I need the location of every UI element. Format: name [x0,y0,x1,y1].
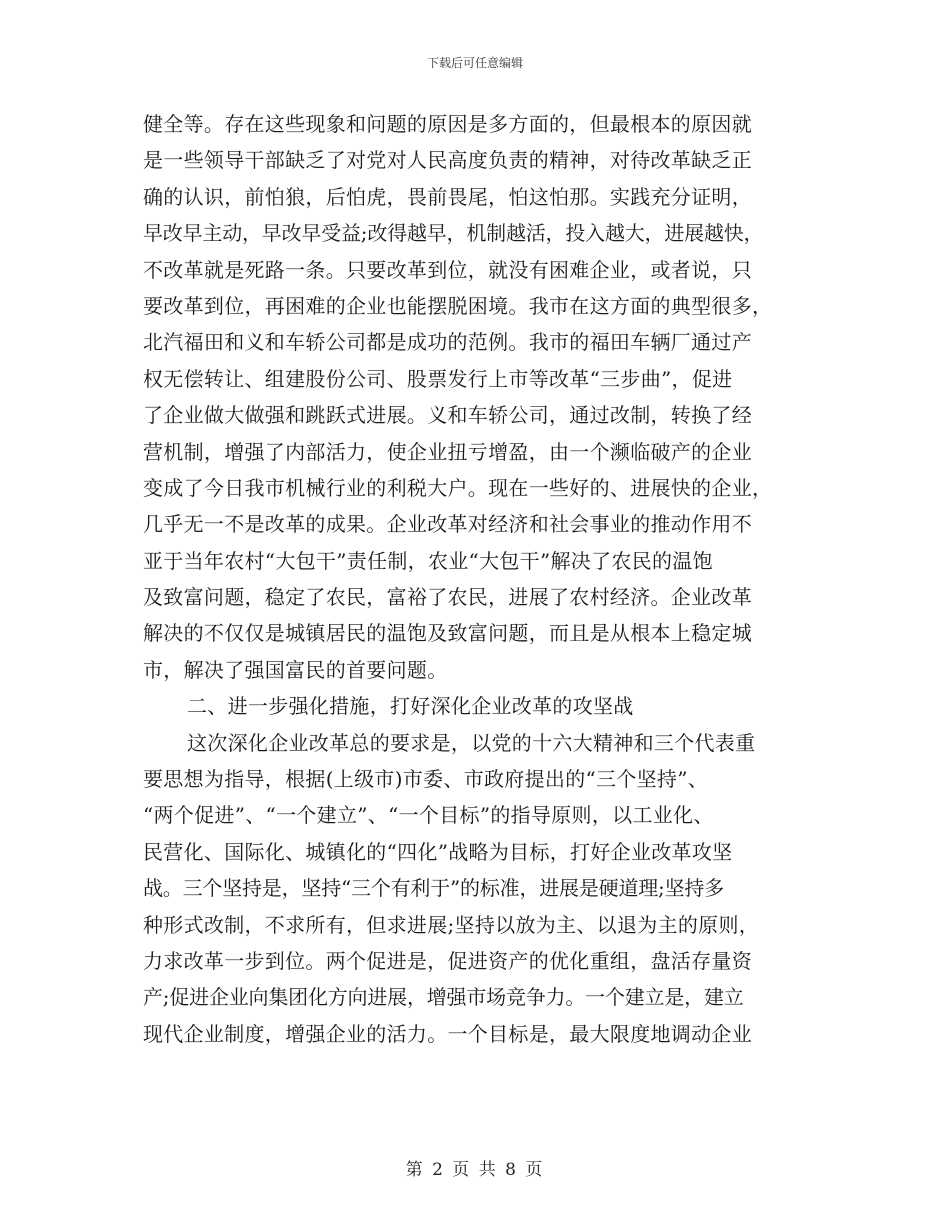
text-line: 这次深化企业改革总的要求是，以党的十六大精神和三个代表重 [187,730,756,755]
text-line: 几乎无一不是改革的成果。企业改革对经济和社会事业的推动作用不 [143,512,752,537]
text-line: 力求改革一步到位。两个促进是，促进资产的优化重组，盘活存量资 [143,948,752,973]
text-line: 权无偿转让、组建股份公司、股票发行上市等改革“三步曲”，促进 [143,366,733,391]
text-line: 是一些领导干部缺乏了对党对人民高度负责的精神，对待改革缺乏正 [143,148,752,173]
text-line: 确的认识，前怕狼，后怕虎，畏前畏尾，怕这怕那。实践充分证明， [143,184,752,209]
section-heading: 二、进一步强化措施，打好深化企业改革的攻坚战 [187,694,634,719]
text-line: 了企业做大做强和跳跃式进展。义和车轿公司，通过改制，转换了经 [143,403,752,428]
text-line: “两个促进”、“一个建立”、“一个目标”的指导原则，以工业化、 [143,803,714,828]
text-line: 北汽福田和义和车轿公司都是成功的范例。我市的福田车辆厂通过产 [143,330,752,355]
page-header: 下载后可任意编辑 [426,56,523,70]
text-line: 产;促进企业向集团化方向进展，增强市场竞争力。一个建立是，建立 [143,985,744,1010]
text-line: 要改革到位，再困难的企业也能摆脱困境。我市在这方面的典型很多， [143,293,773,318]
text-line: 营机制，增强了内部活力，使企业扭亏增盈，由一个濒临破产的企业 [143,439,752,464]
text-line: 种形式改制，不求所有，但求进展;坚持以放为主、以退为主的原则， [143,912,760,937]
text-line: 解决的不仅仅是城镇居民的温饱及致富问题，而且是从根本上稳定城 [143,621,752,646]
text-line: 要思想为指导，根据(上级市)市委、市政府提出的“三个坚持”、 [143,767,709,792]
document-body [143,106,823,1052]
text-line: 市，解决了强国富民的首要问题。 [143,657,448,682]
text-line: 亚于当年农村“大包干”责任制，农业“大包干”解决了农民的温饱 [143,548,713,573]
text-line: 变成了今日我市机械行业的利税大户。现在一些好的、进展快的企业， [143,475,773,500]
text-line: 民营化、国际化、城镇化的“四化”战略为目标，打好企业改革攻坚 [143,839,733,864]
text-line: 早改早主动，早改早受益;改得越早，机制越活，投入越大，进展越快， [143,221,764,246]
text-line: 战。三个坚持是，坚持“三个有利于”的标准，进展是硬道理;坚持多 [143,876,724,901]
text-line: 不改革就是死路一条。只要改革到位，就没有困难企业，或者说，只 [143,257,752,282]
text-line: 及致富问题，稳定了农民，富裕了农民，进展了农村经济。企业改革 [143,585,752,610]
text-line: 健全等。存在这些现象和问题的原因是多方面的，但最根本的原因就 [143,112,752,136]
page-number-footer: 第 2 页 共 8 页 [405,1160,545,1180]
text-line: 现代企业制度，增强企业的活力。一个目标是，最大限度地调动企业 [143,1021,752,1046]
